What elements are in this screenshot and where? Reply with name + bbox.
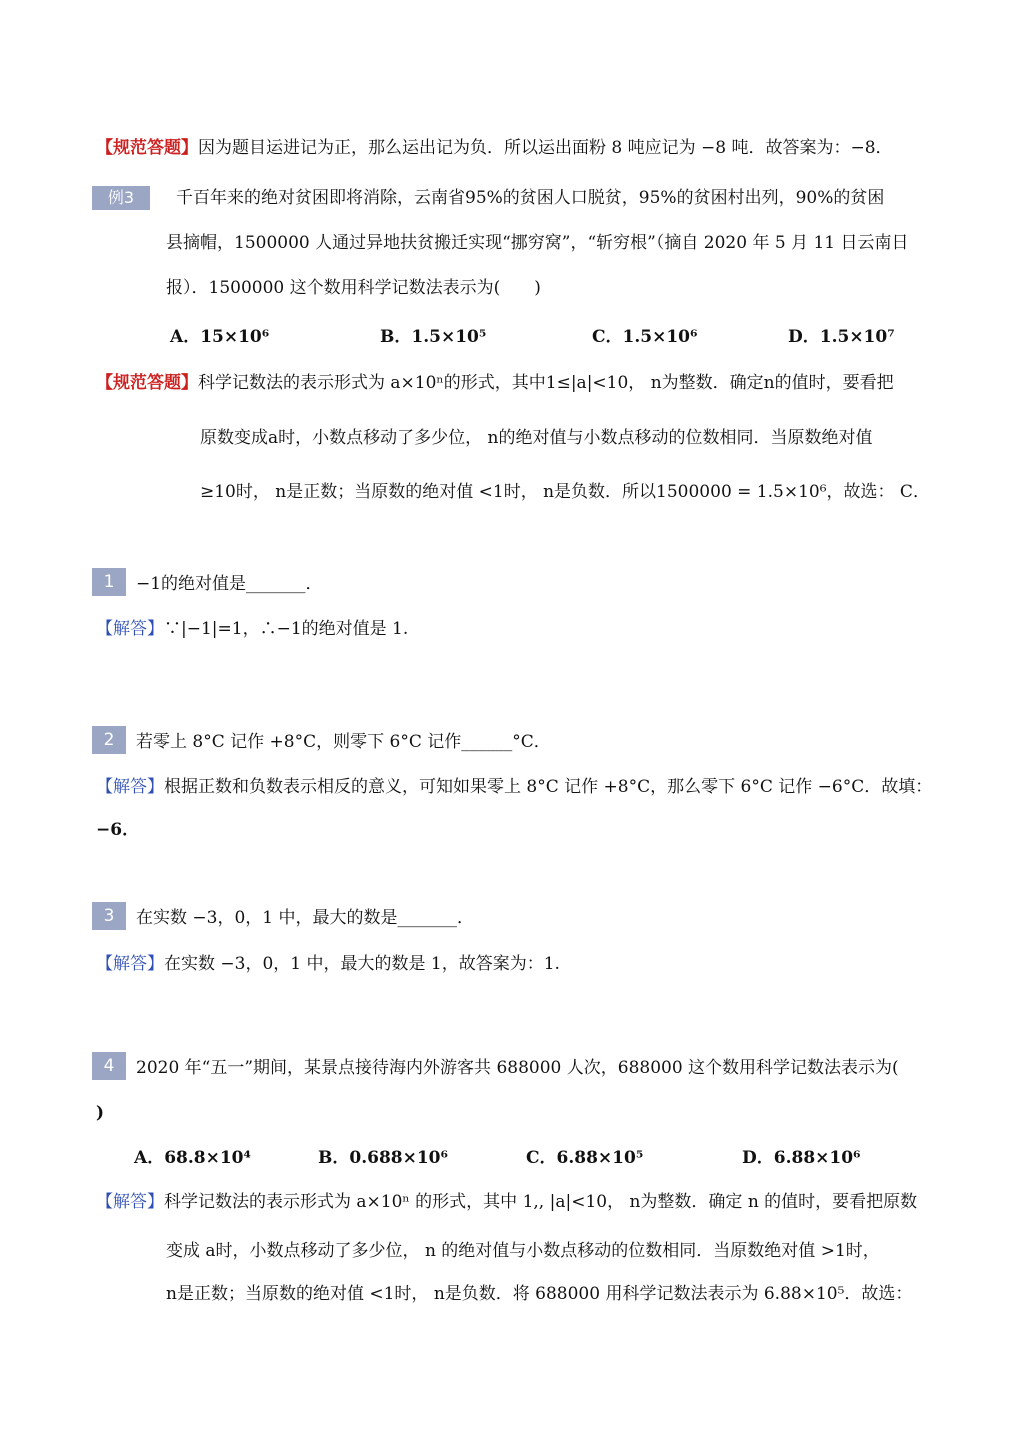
question-line: 千百年来的绝对贫困即将消除，云南省95%的贫困人口脱贫，95%的贫困村出列，90%的贫困 xyxy=(176,188,885,208)
answer-label: 【解答】 xyxy=(96,619,164,639)
answer-text: 科学记数法的表示形式为 a×10ⁿ的形式，其中1≤|a|<10， n为整数．确定n的值时，要看把 xyxy=(198,373,894,393)
question-line: 报）．1500000 这个数用科学记数法表示为( ) xyxy=(166,278,541,298)
option-c: C．1.5×10⁶ xyxy=(592,327,698,347)
answer-text: 科学记数法的表示形式为 a×10ⁿ 的形式，其中 1,, |a|<10， n为整数．确定 n 的值时，要看把原数 xyxy=(164,1192,918,1212)
answer-block-q3 xyxy=(96,952,560,976)
answer-block-q4 xyxy=(96,1190,917,1214)
option-b: B．1.5×10⁵ xyxy=(380,327,487,347)
answer-text: 在实数 −3，0，1 中，最大的数是 1，故答案为：1. xyxy=(164,954,560,974)
option-c: C．6.88×10⁵ xyxy=(526,1148,644,1168)
question-number: 1 xyxy=(92,568,126,596)
question-line: 县摘帽，1500000 人通过异地扶贫搬迁实现“挪穷窝”，“斩穷根”（摘自 2020 年 5 月 11 日云南日 xyxy=(166,233,909,253)
answer-block-ex3 xyxy=(96,371,894,395)
option-a: A．15×10⁶ xyxy=(170,327,270,347)
answer-block-1 xyxy=(96,136,893,160)
option-b: B．0.688×10⁶ xyxy=(318,1148,448,1168)
answer-line: n是正数；当原数的绝对值 <1时， n是负数．将 688000 用科学记数法表示为 6.88×10⁵．故选： xyxy=(166,1284,913,1304)
question-text: 在实数 −3，0，1 中，最大的数是_______． xyxy=(136,908,474,928)
answer-text: ∵|−1|=1，∴−1的绝对值是 1. xyxy=(164,619,409,639)
answer-label: 【解答】 xyxy=(96,954,164,974)
answer-label: 【解答】 xyxy=(96,777,164,797)
answer-block-q2 xyxy=(96,775,932,799)
answer-line: ≥10时， n是正数；当原数的绝对值 <1时， n是负数．所以1500000 = 1.5×10⁶，故选： C． xyxy=(200,482,930,502)
question-text: 若零上 8°C 记作 +8°C，则零下 6°C 记作______°C． xyxy=(136,732,551,752)
example-badge: 例3 xyxy=(92,186,150,210)
question-number: 2 xyxy=(92,726,126,754)
option-d: D．6.88×10⁶ xyxy=(742,1148,861,1168)
answer-line: 原数变成a时，小数点移动了多少位， n的绝对值与小数点移动的位数相同．当原数绝对值 xyxy=(200,428,873,448)
option-d: D．1.5×10⁷ xyxy=(788,327,895,347)
question-line: ) xyxy=(96,1103,105,1123)
question-text: −1的绝对值是_______． xyxy=(136,574,323,594)
option-a: A．68.8×10⁴ xyxy=(134,1148,251,1168)
question-number: 4 xyxy=(92,1052,126,1080)
question-line: 2020 年“五一”期间，某景点接待海内外游客共 688000 人次，688000 这个数用科学记数法表示为( xyxy=(136,1058,899,1078)
answer-label: 【解答】 xyxy=(96,1192,164,1212)
answer-text: 因为题目运进记为正，那么运出记为负．所以运出面粉 8 吨应记为 −8 吨．故答案为：−8． xyxy=(198,138,893,158)
answer-text: 根据正数和负数表示相反的意义，可知如果零上 8°C 记作 +8°C，那么零下 6°C 记作 −6°C．故填： xyxy=(164,777,933,797)
question-number: 3 xyxy=(92,902,126,930)
answer-line: 变成 a时，小数点移动了多少位， n 的绝对值与小数点移动的位数相同．当原数绝对值 >1时， xyxy=(166,1241,880,1261)
answer-line: −6． xyxy=(96,820,140,840)
answer-label: 【规范答题】 xyxy=(96,138,198,158)
answer-label: 【规范答题】 xyxy=(96,373,198,393)
answer-block-q1 xyxy=(96,617,408,641)
